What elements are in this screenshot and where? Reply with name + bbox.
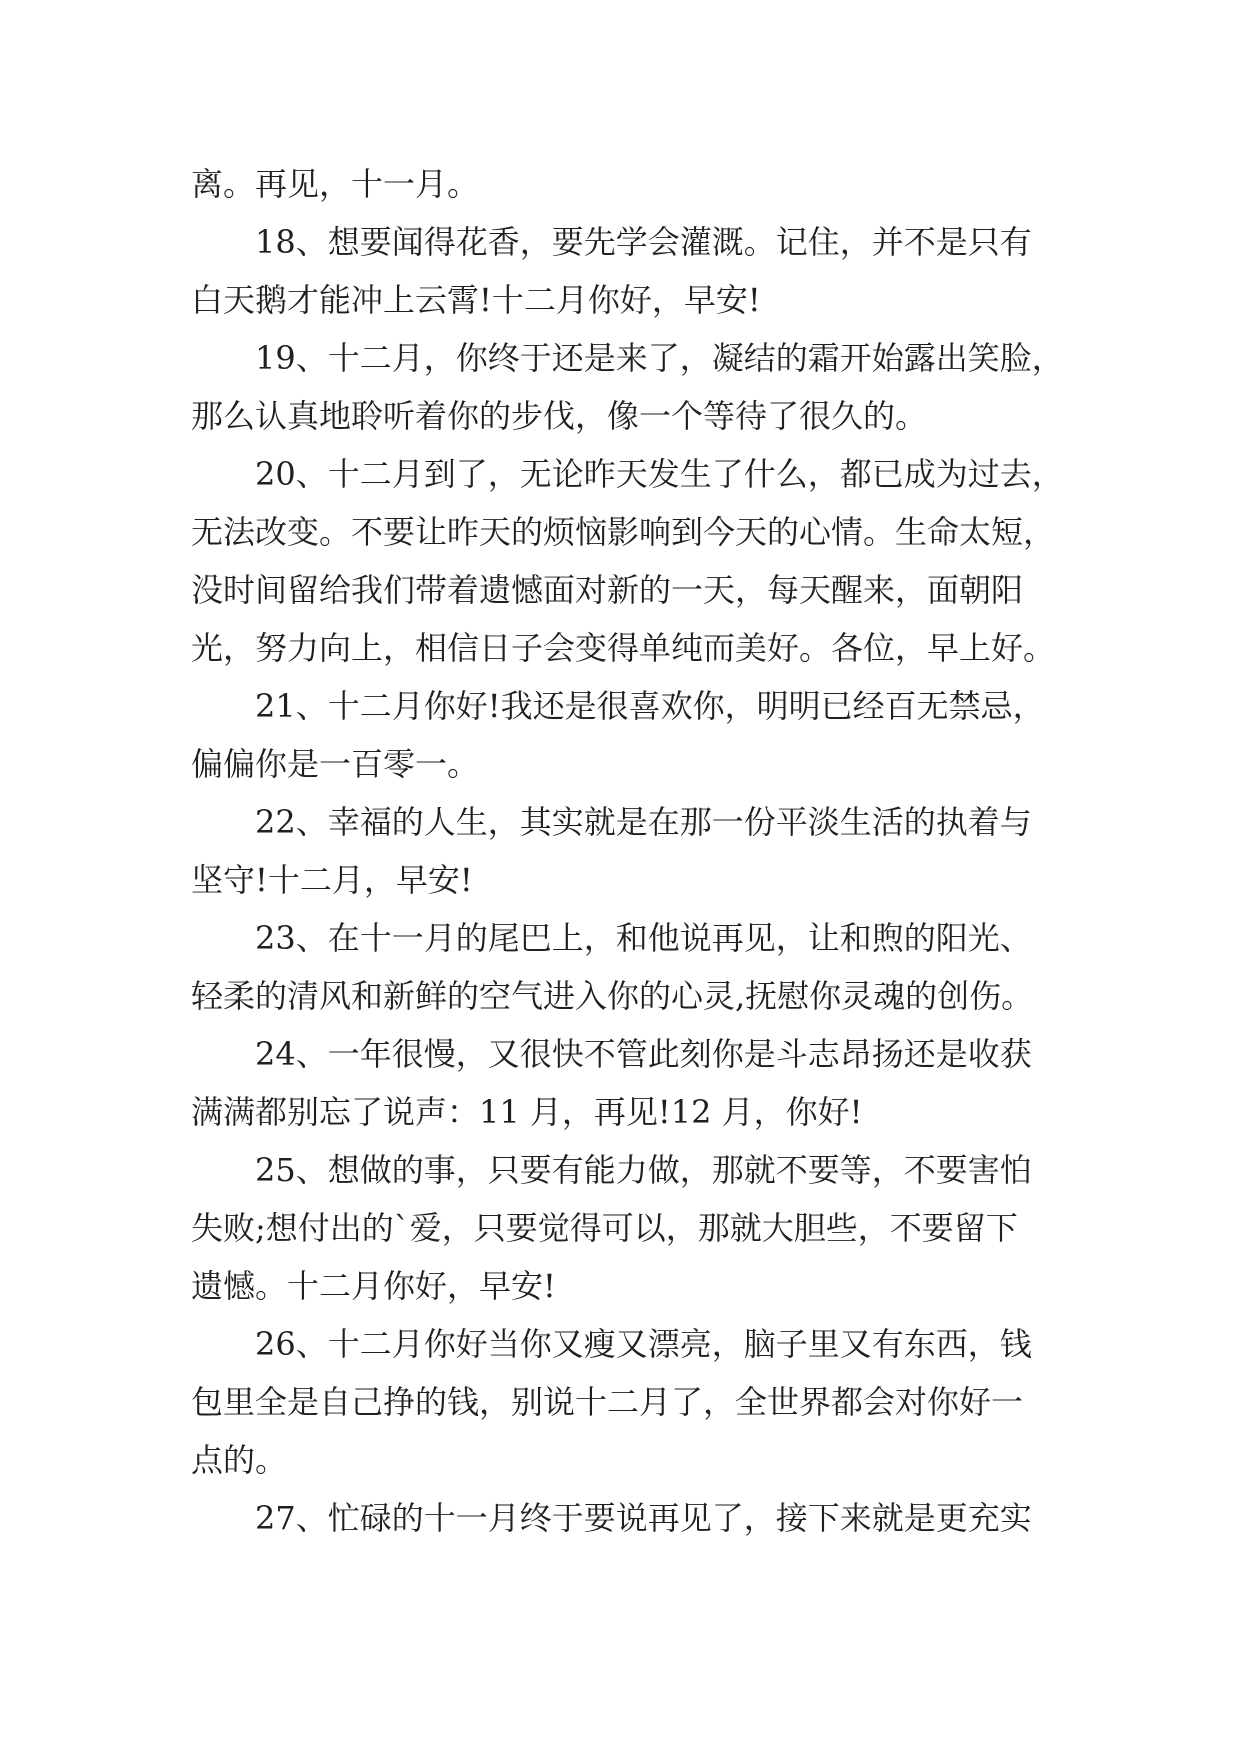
text-line: 21、十二月你好!我还是很喜欢你，明明已经百无禁忌， — [255, 687, 1045, 725]
document-body — [191, 155, 1064, 1547]
text-line: 18、想要闻得花香，要先学会灌溉。记住，并不是只有 — [255, 223, 1032, 261]
text-line: 满满都别忘了说声：11 月，再见!12 月，你好! — [191, 1093, 863, 1131]
text-line: 24、一年很慢，又很快不管此刻你是斗志昂扬还是收获 — [255, 1035, 1032, 1073]
text-line: 遗憾。十二月你好，早安! — [191, 1267, 556, 1305]
text-line: 26、十二月你好当你又瘦又漂亮，脑子里又有东西，钱 — [255, 1325, 1032, 1363]
text-line: 白天鹅才能冲上云霄!十二月你好，早安! — [191, 281, 761, 319]
text-line: 轻柔的清风和新鲜的空气进入你的心灵,抚慰你灵魂的创伤。 — [191, 977, 1034, 1015]
text-line: 那么认真地聆听着你的步伐，像一个等待了很久的。 — [191, 397, 928, 435]
text-line: 光，努力向上，相信日子会变得单纯而美好。各位，早上好。 — [191, 629, 1056, 667]
text-line: 点的。 — [191, 1441, 288, 1479]
text-line: 22、幸福的人生，其实就是在那一份平淡生活的执着与 — [255, 803, 1032, 841]
text-line: 包里全是自己挣的钱，别说十二月了，全世界都会对你好一 — [191, 1383, 1024, 1421]
text-line: 25、想做的事，只要有能力做，那就不要等，不要害怕 — [255, 1151, 1032, 1189]
text-line: 坚守!十二月，早安! — [191, 861, 473, 899]
text-line: 23、在十一月的尾巴上，和他说再见，让和煦的阳光、 — [255, 919, 1032, 957]
text-line: 离。再见，十一月。 — [191, 165, 480, 203]
text-line: 没时间留给我们带着遗憾面对新的一天，每天醒来，面朝阳 — [191, 571, 1024, 609]
text-line: 27、忙碌的十一月终于要说再见了，接下来就是更充实 — [255, 1499, 1032, 1537]
text-line: 无法改变。不要让昨天的烦恼影响到今天的心情。生命太短， — [191, 513, 1056, 551]
text-line: 19、十二月，你终于还是来了，凝结的霜开始露出笑脸， — [255, 339, 1064, 377]
text-line: 失败;想付出的`爱，只要觉得可以，那就大胆些，不要留下 — [191, 1209, 1018, 1247]
text-line: 偏偏你是一百零一。 — [191, 745, 480, 783]
text-line: 20、十二月到了，无论昨天发生了什么，都已成为过去， — [255, 455, 1064, 493]
